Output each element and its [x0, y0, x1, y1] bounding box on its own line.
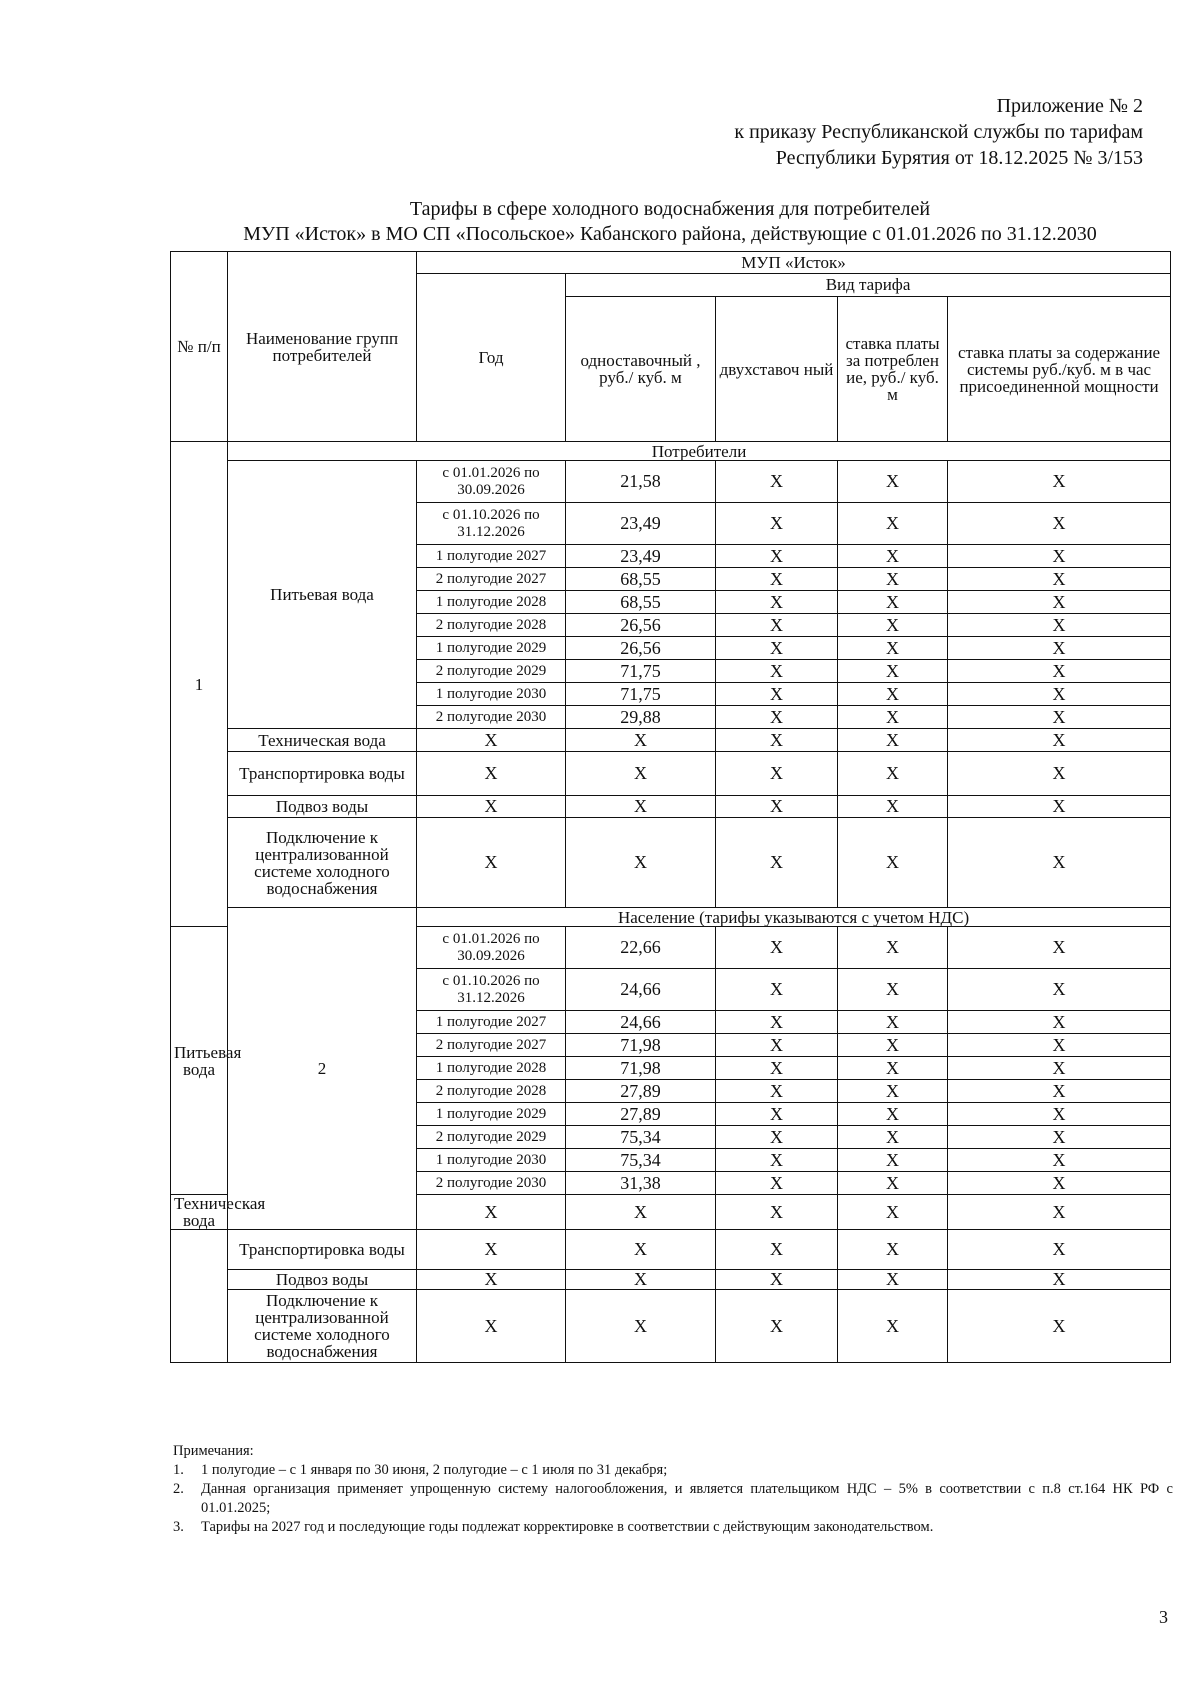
x-mark-cell: X — [716, 461, 838, 503]
appendix-line-1: Приложение № 2 — [996, 95, 1143, 117]
note-text: 1 полугодие – с 1 января по 30 июня, 2 полугодие – с 1 июля по 31 декабря; — [201, 1462, 668, 1478]
section-title: Население (тарифы указываются с учетом НДС) — [417, 908, 1171, 927]
x-mark-cell: X — [566, 1270, 716, 1290]
x-mark-cell: X — [716, 706, 838, 729]
x-mark-cell: X — [948, 591, 1171, 614]
single-rate-value: 27,89 — [566, 1103, 716, 1126]
header-tariff-type: Вид тарифа — [566, 274, 1171, 297]
x-mark-cell: X — [716, 683, 838, 706]
x-mark-cell: X — [716, 1057, 838, 1080]
x-mark-cell: X — [716, 1230, 838, 1270]
x-mark-cell: X — [716, 969, 838, 1011]
x-mark-cell: X — [948, 1195, 1171, 1230]
x-mark-cell: X — [838, 503, 948, 545]
x-mark-cell: X — [838, 1195, 948, 1230]
table-row — [171, 818, 1171, 908]
x-mark-cell: X — [417, 1230, 566, 1270]
x-mark-cell: X — [838, 1034, 948, 1057]
x-mark-cell: X — [566, 1230, 716, 1270]
x-mark-cell: X — [716, 568, 838, 591]
period-cell: 1 полугодие 2030 — [417, 683, 566, 706]
single-rate-value: 24,66 — [566, 1011, 716, 1034]
single-rate-value: 31,38 — [566, 1172, 716, 1195]
x-mark-cell: X — [838, 545, 948, 568]
transport-label: Транспортировка воды — [228, 752, 417, 796]
single-rate-value: 71,98 — [566, 1057, 716, 1080]
section-number-empty — [171, 1230, 228, 1363]
x-mark-cell: X — [716, 752, 838, 796]
x-mark-cell: X — [948, 1080, 1171, 1103]
x-mark-cell: X — [417, 1195, 566, 1230]
x-mark-cell: X — [948, 683, 1171, 706]
drinking-water-label: Питьевая вода — [171, 927, 228, 1195]
period-cell: 1 полугодие 2027 — [417, 1011, 566, 1034]
x-mark-cell: X — [716, 729, 838, 752]
x-mark-cell: X — [716, 1290, 838, 1363]
single-rate-value: 26,56 — [566, 614, 716, 637]
x-mark-cell: X — [417, 729, 566, 752]
period-cell: с 01.10.2026 по 31.12.2026 — [417, 503, 566, 545]
x-mark-cell: X — [948, 503, 1171, 545]
x-mark-cell: X — [948, 660, 1171, 683]
x-mark-cell: X — [716, 1080, 838, 1103]
x-mark-cell: X — [838, 1290, 948, 1363]
x-mark-cell: X — [838, 927, 948, 969]
page-number: 3 — [1159, 1607, 1168, 1627]
x-mark-cell: X — [838, 1011, 948, 1034]
x-mark-cell: X — [838, 1230, 948, 1270]
section-number: 2 — [228, 908, 417, 1230]
x-mark-cell: X — [716, 1126, 838, 1149]
x-mark-cell: X — [948, 927, 1171, 969]
x-mark-cell: X — [716, 1103, 838, 1126]
tariff-table — [170, 251, 1171, 1363]
x-mark-cell: X — [838, 461, 948, 503]
single-rate-value: 75,34 — [566, 1126, 716, 1149]
note-number: 2. — [173, 1481, 184, 1497]
x-mark-cell: X — [838, 660, 948, 683]
single-rate-value: 24,66 — [566, 969, 716, 1011]
notes — [173, 1442, 1173, 1537]
x-mark-cell: X — [566, 729, 716, 752]
x-mark-cell: X — [838, 1057, 948, 1080]
x-mark-cell: X — [948, 1057, 1171, 1080]
x-mark-cell: X — [948, 1034, 1171, 1057]
x-mark-cell: X — [838, 1149, 948, 1172]
x-mark-cell: X — [716, 614, 838, 637]
x-mark-cell: X — [948, 1230, 1171, 1270]
appendix-header — [734, 93, 1143, 171]
section-number: 1 — [171, 442, 228, 927]
x-mark-cell: X — [948, 1103, 1171, 1126]
header-consumption-rate: ставка платы за потреблен ие, руб./ куб. м — [838, 297, 948, 442]
x-mark-cell: X — [948, 637, 1171, 660]
connection-label: Подключение к централизованной системе холодного водоснабжения — [228, 818, 417, 908]
single-rate-value: 27,89 — [566, 1080, 716, 1103]
single-rate-value: 21,58 — [566, 461, 716, 503]
x-mark-cell: X — [417, 1290, 566, 1363]
note-text: Тарифы на 2027 год и последующие годы подлежат корректировке в соответствии с действующим законодательством. — [201, 1519, 934, 1535]
x-mark-cell: X — [716, 796, 838, 818]
notes-heading: Примечания: — [173, 1443, 254, 1459]
x-mark-cell: X — [716, 1149, 838, 1172]
x-mark-cell: X — [716, 927, 838, 969]
x-mark-cell: X — [838, 683, 948, 706]
table-row — [171, 752, 1171, 796]
x-mark-cell: X — [838, 796, 948, 818]
x-mark-cell: X — [948, 614, 1171, 637]
period-cell: 2 полугодие 2028 — [417, 1080, 566, 1103]
single-rate-value: 71,75 — [566, 660, 716, 683]
period-cell: 2 полугодие 2030 — [417, 706, 566, 729]
period-cell: 1 полугодие 2030 — [417, 1149, 566, 1172]
x-mark-cell: X — [948, 568, 1171, 591]
technical-water-label: Техническая вода — [171, 1195, 228, 1230]
single-rate-value: 71,75 — [566, 683, 716, 706]
single-rate-value: 68,55 — [566, 568, 716, 591]
drinking-water-label: Питьевая вода — [228, 461, 417, 729]
period-cell: 2 полугодие 2027 — [417, 568, 566, 591]
header-single-rate: одноставочный , руб./ куб. м — [566, 297, 716, 442]
single-rate-value: 23,49 — [566, 545, 716, 568]
single-rate-value: 71,98 — [566, 1034, 716, 1057]
appendix-line-3: Республики Бурятия от 18.12.2025 № 3/153 — [775, 147, 1143, 169]
period-cell: 2 полугодие 2028 — [417, 614, 566, 637]
x-mark-cell: X — [838, 614, 948, 637]
table-row — [171, 461, 1171, 503]
table-row — [171, 1230, 1171, 1270]
single-rate-value: 75,34 — [566, 1149, 716, 1172]
x-mark-cell: X — [948, 461, 1171, 503]
header-maintenance-rate: ставка платы за содержание системы руб./куб. м в час присоединенной мощности — [948, 297, 1171, 442]
x-mark-cell: X — [838, 568, 948, 591]
x-mark-cell: X — [838, 818, 948, 908]
x-mark-cell: X — [716, 591, 838, 614]
x-mark-cell: X — [838, 969, 948, 1011]
period-cell: с 01.10.2026 по 31.12.2026 — [417, 969, 566, 1011]
period-cell: 2 полугодие 2029 — [417, 660, 566, 683]
period-cell: 1 полугодие 2028 — [417, 591, 566, 614]
x-mark-cell: X — [838, 1103, 948, 1126]
x-mark-cell: X — [566, 1195, 716, 1230]
x-mark-cell: X — [948, 1149, 1171, 1172]
x-mark-cell: X — [838, 729, 948, 752]
header-num: № п/п — [171, 252, 228, 442]
single-rate-value: 29,88 — [566, 706, 716, 729]
x-mark-cell: X — [948, 706, 1171, 729]
single-rate-value: 23,49 — [566, 503, 716, 545]
table-row — [171, 1290, 1171, 1363]
x-mark-cell: X — [948, 1172, 1171, 1195]
delivery-label: Подвоз воды — [228, 796, 417, 818]
single-rate-value: 22,66 — [566, 927, 716, 969]
note-text: Данная организация применяет упрощенную систему налогообложения, и является плательщиком НДС – 5% в соответствии с п.8 ст.164 НК РФ с 01.01.2025; — [201, 1481, 1173, 1516]
x-mark-cell: X — [716, 545, 838, 568]
note-number: 3. — [173, 1519, 184, 1535]
x-mark-cell: X — [838, 1126, 948, 1149]
x-mark-cell: X — [716, 1195, 838, 1230]
x-mark-cell: X — [948, 1126, 1171, 1149]
x-mark-cell: X — [417, 1270, 566, 1290]
table-row — [171, 442, 1171, 461]
header-two-rate: двухставоч ный — [716, 297, 838, 442]
x-mark-cell: X — [838, 1172, 948, 1195]
table-row — [171, 908, 1171, 927]
x-mark-cell: X — [948, 1290, 1171, 1363]
header-org: МУП «Исток» — [417, 252, 1171, 274]
title-line-2: МУП «Исток» в МО СП «Посольское» Кабанского района, действующие с 01.01.2026 по 31.12.2030 — [243, 223, 1097, 245]
table-row — [171, 729, 1171, 752]
x-mark-cell: X — [948, 796, 1171, 818]
period-cell: 2 полугодие 2030 — [417, 1172, 566, 1195]
x-mark-cell: X — [838, 1270, 948, 1290]
header-group: Наименование групп потребителей — [228, 252, 417, 442]
section-title: Потребители — [228, 442, 1171, 461]
title-line-1: Тарифы в сфере холодного водоснабжения для потребителей — [409, 198, 931, 220]
x-mark-cell: X — [948, 818, 1171, 908]
table-row — [171, 796, 1171, 818]
x-mark-cell: X — [566, 752, 716, 796]
note-item — [173, 1480, 1173, 1518]
x-mark-cell: X — [417, 796, 566, 818]
period-cell: 2 полугодие 2029 — [417, 1126, 566, 1149]
period-cell: 1 полугодие 2029 — [417, 1103, 566, 1126]
period-cell: 1 полугодие 2028 — [417, 1057, 566, 1080]
transport-label: Транспортировка воды — [228, 1230, 417, 1270]
x-mark-cell: X — [417, 752, 566, 796]
x-mark-cell: X — [838, 591, 948, 614]
x-mark-cell: X — [838, 1080, 948, 1103]
x-mark-cell: X — [838, 752, 948, 796]
x-mark-cell: X — [716, 818, 838, 908]
note-item — [173, 1461, 1173, 1480]
period-cell: 1 полугодие 2027 — [417, 545, 566, 568]
appendix-line-2: к приказу Республиканской службы по тарифам — [734, 121, 1143, 143]
period-cell: с 01.01.2026 по 30.09.2026 — [417, 927, 566, 969]
single-rate-value: 26,56 — [566, 637, 716, 660]
x-mark-cell: X — [716, 503, 838, 545]
table-row — [171, 1270, 1171, 1290]
note-number: 1. — [173, 1462, 184, 1478]
x-mark-cell: X — [716, 1270, 838, 1290]
x-mark-cell: X — [716, 1172, 838, 1195]
x-mark-cell: X — [566, 818, 716, 908]
x-mark-cell: X — [948, 969, 1171, 1011]
technical-water-label: Техническая вода — [228, 729, 417, 752]
x-mark-cell: X — [948, 1011, 1171, 1034]
period-cell: с 01.01.2026 по 30.09.2026 — [417, 461, 566, 503]
x-mark-cell: X — [716, 660, 838, 683]
x-mark-cell: X — [948, 729, 1171, 752]
header-year: Год — [417, 274, 566, 442]
delivery-label: Подвоз воды — [228, 1270, 417, 1290]
document-title — [170, 197, 1170, 247]
x-mark-cell: X — [838, 706, 948, 729]
connection-label: Подключение к централизованной системе холодного водоснабжения — [228, 1290, 417, 1363]
x-mark-cell: X — [417, 818, 566, 908]
x-mark-cell: X — [948, 1270, 1171, 1290]
x-mark-cell: X — [838, 637, 948, 660]
x-mark-cell: X — [948, 752, 1171, 796]
x-mark-cell: X — [716, 1034, 838, 1057]
x-mark-cell: X — [566, 1290, 716, 1363]
x-mark-cell: X — [948, 545, 1171, 568]
period-cell: 1 полугодие 2029 — [417, 637, 566, 660]
note-item — [173, 1518, 1173, 1537]
single-rate-value: 68,55 — [566, 591, 716, 614]
x-mark-cell: X — [716, 1011, 838, 1034]
x-mark-cell: X — [716, 637, 838, 660]
x-mark-cell: X — [566, 796, 716, 818]
period-cell: 2 полугодие 2027 — [417, 1034, 566, 1057]
